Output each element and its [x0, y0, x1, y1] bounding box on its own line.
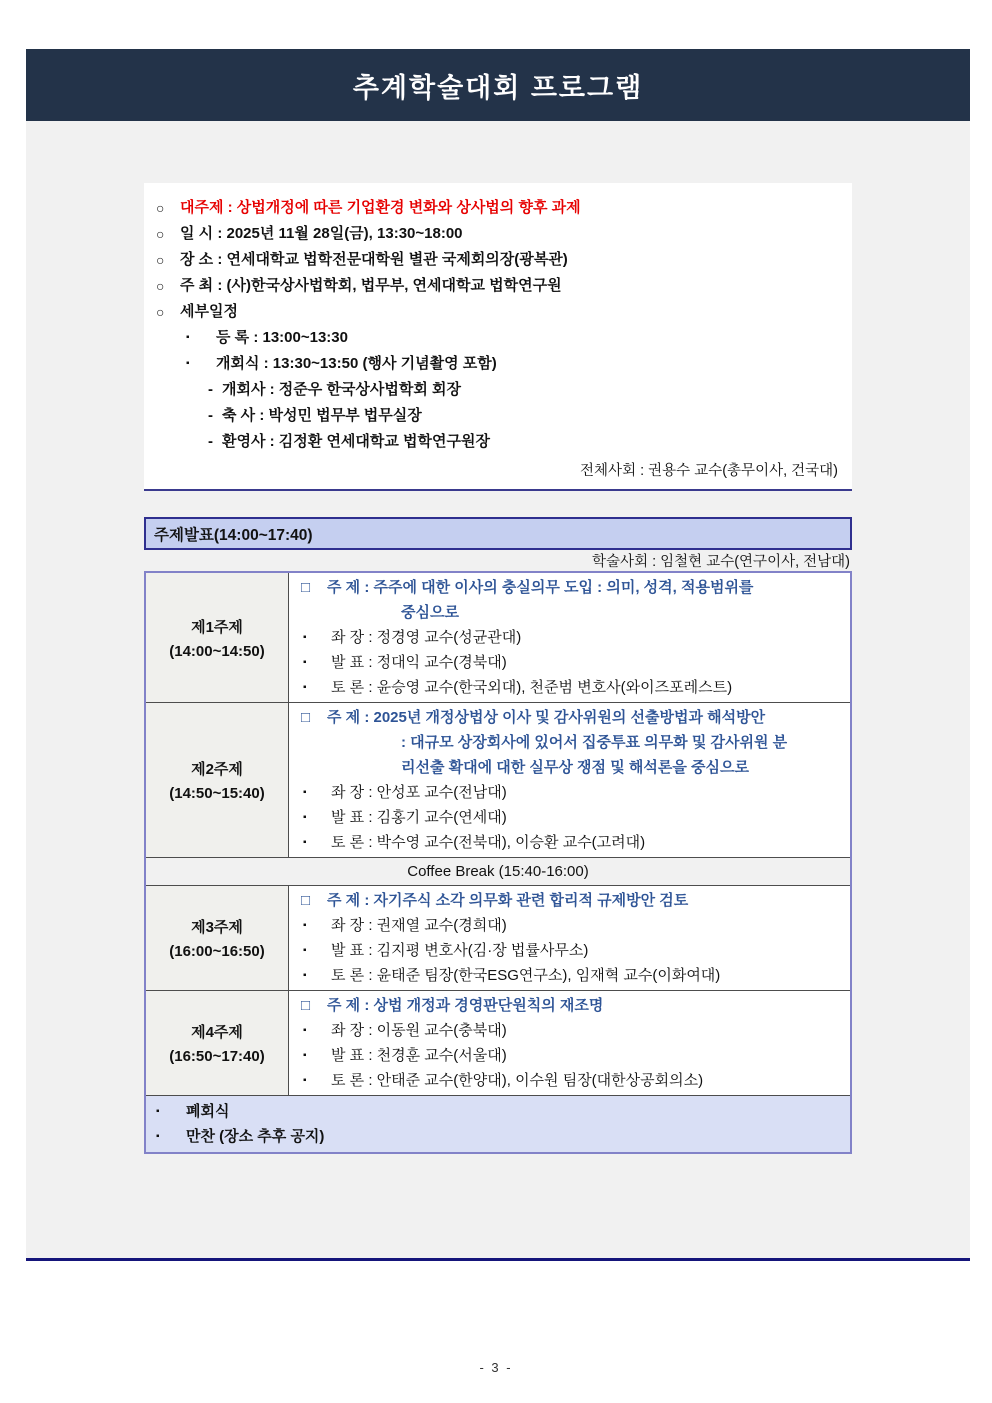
dash-bullet-icon: -	[208, 433, 213, 450]
session-row-4	[146, 991, 850, 1096]
session-label-cell	[146, 573, 289, 702]
page-title: 추계학술대회 프로그램	[352, 72, 644, 103]
square-bullet-icon: ▪	[303, 837, 307, 848]
overview-line-label: 등 록 : 13:00~13:30	[216, 329, 348, 346]
square-bullet-icon: ▪	[156, 1106, 160, 1117]
dash-bullet-icon: -	[208, 381, 213, 398]
session-topic-continued: 중심으로	[401, 604, 459, 621]
session-topic-continued: 리선출 확대에 대한 실무상 쟁점 및 해석론을 중심으로	[401, 759, 749, 776]
moderator-credit: 학술사회 : 임철현 교수(연구이사, 전남대)	[592, 554, 850, 570]
square-bullet-icon: ▪	[303, 1075, 307, 1086]
closing-section	[146, 1096, 850, 1152]
square-bullet-icon: ▪	[303, 1025, 307, 1036]
title-banner	[26, 49, 970, 121]
topic-prefix: 주 제 :	[327, 997, 374, 1014]
session-label-cell	[146, 886, 289, 990]
overview-line-label: 장 소 : 연세대학교 법학전문대학원 별관 국제회의장(광복관)	[180, 251, 568, 268]
session-time: (14:50~15:40)	[169, 785, 265, 802]
content-sheet	[26, 121, 970, 1261]
session-row-3	[146, 886, 850, 991]
square-bullet-icon: ▪	[303, 657, 307, 668]
circle-bullet-icon: ○	[156, 278, 165, 294]
square-bullet-icon: ▪	[303, 945, 307, 956]
session-item-chair	[301, 913, 842, 938]
overview-line-welcome-address	[156, 429, 844, 455]
topic-prefix: 주 제 :	[327, 579, 374, 596]
open-square-bullet-icon: □	[301, 997, 311, 1014]
session-item-text: 발 표 : 정대익 교수(경북대)	[331, 654, 507, 671]
dash-bullet-icon: -	[208, 407, 213, 424]
session-label-cell	[146, 703, 289, 857]
overview-line-main-topic	[156, 195, 844, 221]
session-time: (16:00~16:50)	[169, 943, 265, 960]
session-detail-cell	[289, 703, 850, 857]
session-item-discussants	[301, 963, 842, 988]
square-bullet-icon: ▪	[186, 332, 190, 343]
overview-line-schedule	[156, 299, 844, 325]
session-item-text: 토 론 : 윤승영 교수(한국외대), 천준범 변호사(와이즈포레스트)	[331, 679, 733, 696]
overview-line-datetime	[156, 221, 844, 247]
coffee-break-row: Coffee Break (15:40-16:00)	[146, 858, 850, 886]
overview-line-label: 주 최 : (사)한국상사법학회, 법무부, 연세대학교 법학연구원	[180, 277, 562, 294]
session-item-discussants	[301, 830, 842, 855]
square-bullet-icon: ▪	[303, 682, 307, 693]
session-item-chair	[301, 780, 842, 805]
session-item-presenter	[301, 650, 842, 675]
square-bullet-icon: ▪	[156, 1131, 160, 1142]
session-item-discussants	[301, 675, 842, 700]
overview-line-label: 일 시 : 2025년 11월 28일(금), 13:30~18:00	[180, 225, 463, 242]
overview-line-registration	[156, 325, 844, 351]
session-label-cell	[146, 991, 289, 1095]
session-detail-cell	[289, 573, 850, 702]
session-item-text: 좌 장 : 권재열 교수(경희대)	[331, 917, 507, 934]
session-item-text: 좌 장 : 안성포 교수(전남대)	[331, 784, 507, 801]
closing-item-dinner	[156, 1124, 850, 1149]
overview-line-label: 개회사 : 정준우 한국상사법학회 회장	[222, 381, 462, 398]
overview-line-label: 환영사 : 김정환 연세대학교 법학연구원장	[222, 433, 490, 450]
open-square-bullet-icon: □	[301, 892, 311, 909]
session-item-text: 토 론 : 안태준 교수(한양대), 이수원 팀장(대한상공회의소)	[331, 1072, 704, 1089]
overview-line-venue	[156, 247, 844, 273]
circle-bullet-icon: ○	[156, 252, 165, 268]
session-label: 제1주제	[191, 618, 243, 636]
session-label: 제3주제	[191, 919, 243, 936]
topic-text: 주주에 대한 이사의 충실의무 도입 : 의미, 성격, 적용범위를	[373, 579, 754, 596]
session-item-text: 좌 장 : 이동원 교수(충북대)	[331, 1022, 507, 1039]
overview-box	[144, 183, 852, 491]
overview-line-label: 세부일정	[180, 303, 238, 320]
square-bullet-icon: ▪	[186, 358, 190, 369]
session-item-discussants	[301, 1068, 842, 1093]
overview-line-label: 축 사 : 박성민 법무부 법무실장	[222, 407, 422, 424]
closing-item-ceremony	[156, 1099, 850, 1124]
session-topic	[301, 575, 842, 600]
overview-line-opening-address	[156, 377, 844, 403]
square-bullet-icon: ▪	[303, 970, 307, 981]
square-bullet-icon: ▪	[303, 920, 307, 931]
overview-line-label: 대주제 : 상법개정에 따른 기업환경 변화와 상사법의 향후 과제	[180, 199, 581, 216]
closing-item-text: 만찬 (장소 추후 공지)	[186, 1128, 325, 1145]
session-item-text: 토 론 : 윤태준 팀장(한국ESG연구소), 임재혁 교수(이화여대)	[331, 967, 721, 984]
topic-prefix: 주 제 :	[327, 709, 374, 726]
session-item-text: 토 론 : 박수영 교수(전북대), 이승환 교수(고려대)	[331, 834, 646, 851]
circle-bullet-icon: ○	[156, 226, 165, 242]
square-bullet-icon: ▪	[303, 812, 307, 823]
session-topic	[301, 888, 842, 913]
topic-prefix: 주 제 :	[327, 892, 374, 909]
closing-item-text: 폐회식	[186, 1103, 230, 1120]
open-square-bullet-icon: □	[301, 709, 311, 726]
square-bullet-icon: ▪	[303, 787, 307, 798]
session-detail-cell	[289, 991, 850, 1095]
session-label: 제4주제	[191, 1024, 243, 1041]
session-topic	[301, 993, 842, 1018]
session-topic	[301, 705, 842, 730]
circle-bullet-icon: ○	[156, 200, 165, 216]
session-item-text: 발 표 : 김홍기 교수(연세대)	[331, 809, 507, 826]
session-item-text: 발 표 : 천경훈 교수(서울대)	[331, 1047, 507, 1064]
session-item-presenter	[301, 938, 842, 963]
session-banner-label: 주제발표(14:00~17:40)	[154, 526, 313, 544]
session-row-1	[146, 573, 850, 703]
topic-text: 자기주식 소각 의무화 관련 합리적 규제방안 검토	[373, 892, 689, 909]
session-item-text: 발 표 : 김지평 변호사(김·장 법률사무소)	[331, 942, 589, 959]
session-detail-cell	[289, 886, 850, 990]
session-time: (16:50~17:40)	[169, 1048, 265, 1065]
session-item-chair	[301, 625, 842, 650]
program-table	[144, 571, 852, 1154]
page-number: - 3 -	[479, 1360, 513, 1375]
session-item-presenter	[301, 805, 842, 830]
overview-line-congratulatory-address	[156, 403, 844, 429]
session-row-2	[146, 703, 850, 858]
open-square-bullet-icon: □	[301, 579, 311, 596]
circle-bullet-icon: ○	[156, 304, 165, 320]
session-item-presenter	[301, 1043, 842, 1068]
session-label: 제2주제	[191, 761, 243, 778]
topic-text: 상법 개정과 경영판단원칙의 재조명	[373, 997, 604, 1014]
session-item-text: 좌 장 : 정경영 교수(성균관대)	[331, 629, 522, 646]
session-topic-continued: : 대규모 상장회사에 있어서 집중투표 의무화 및 감사위원 분	[401, 734, 788, 751]
emcee-credit: 전체사회 : 권용수 교수(총무이사, 건국대)	[580, 463, 838, 479]
square-bullet-icon: ▪	[303, 632, 307, 643]
session-item-chair	[301, 1018, 842, 1043]
session-time: (14:00~14:50)	[169, 642, 265, 660]
square-bullet-icon: ▪	[303, 1050, 307, 1061]
overview-line-label: 개회식 : 13:30~13:50 (행사 기념촬영 포함)	[216, 355, 497, 372]
topic-text: 2025년 개정상법상 이사 및 감사위원의 선출방법과 해석방안	[373, 709, 766, 726]
session-banner	[144, 517, 852, 550]
overview-line-opening-ceremony	[156, 351, 844, 377]
overview-line-host	[156, 273, 844, 299]
